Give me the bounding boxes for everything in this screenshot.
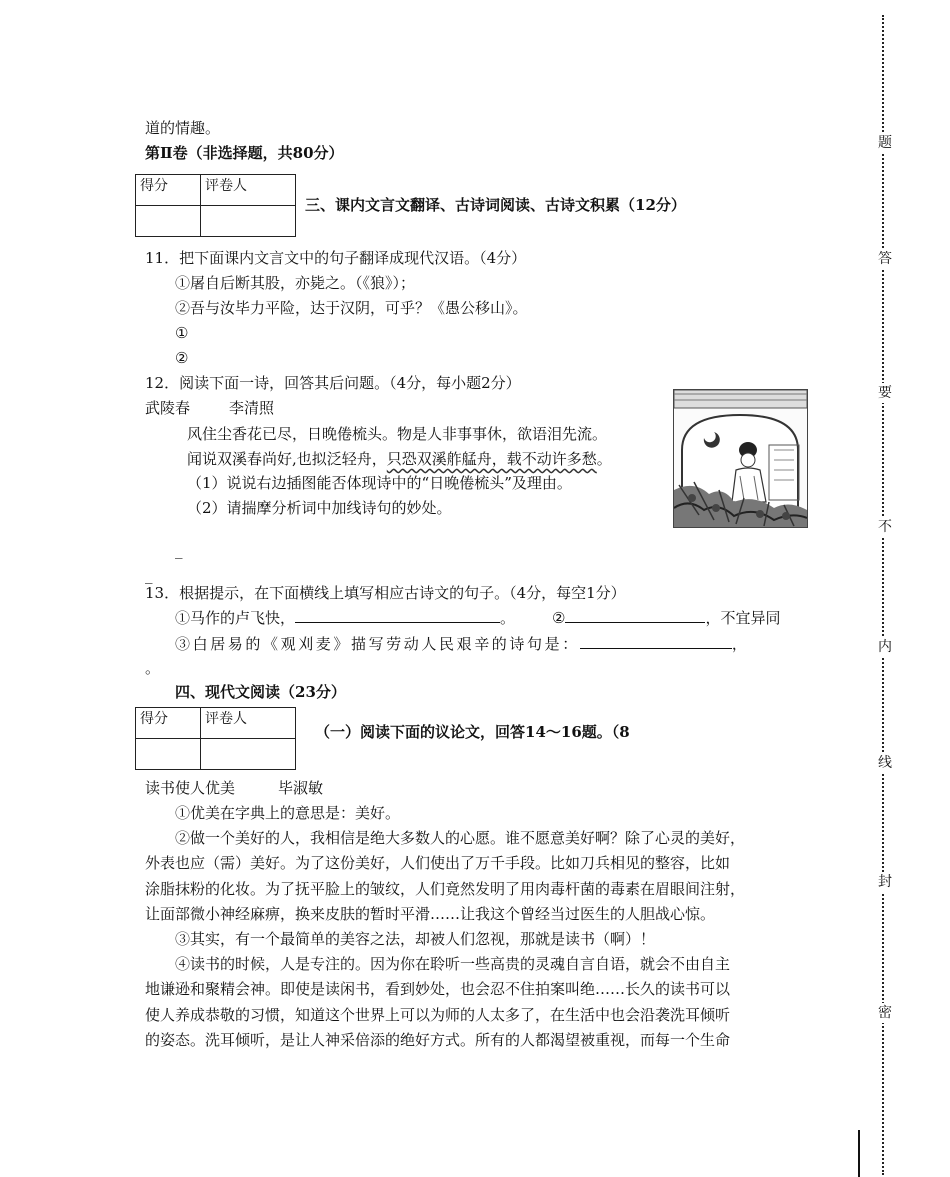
poem-author: 李清照 xyxy=(229,399,275,417)
q12-sub1: （1）说说右边插图能否体现诗中的“日晚倦梳头”及理由。 xyxy=(187,474,572,492)
section4-subtitle: （一）阅读下面的议论文，回答14～16题。（8 xyxy=(315,723,630,741)
q11-item1: ①屠自后断其股，亦毙之。（《狼》）； xyxy=(175,274,416,292)
q12-stem: 12．阅读下面一诗，回答其后问题。（4分，每小题2分） xyxy=(145,374,521,392)
answer-mark1[interactable]: _ xyxy=(175,541,183,559)
article-line: ②做一个美好的人，我相信是绝大多数人的心愿。谁不愿意美好啊？除了心灵的美好， xyxy=(175,829,746,847)
article-line: ④读书的时候，人是专注的。因为你在聆听一些高贵的灵魂自言自语，就会不由自主 xyxy=(175,955,731,973)
article-line: 让面部微小神经麻痹，换来皮肤的暂时平滑……让我这个曾经当过医生的人胆战心惊。 xyxy=(145,905,716,923)
q13-item1-end: 。 xyxy=(500,609,516,627)
score-cell-2[interactable] xyxy=(136,739,201,770)
underlined-verse: 只恐双溪舴艋舟，载不动许多愁 xyxy=(386,450,597,468)
section3-title: 三、课内文言文翻译、古诗词阅读、古诗文积累（12分） xyxy=(305,196,686,214)
article-author: 毕淑敏 xyxy=(278,779,324,797)
q11-item2: ②吾与汝毕力平险，达于汉阴，可乎？《愚公移山》。 xyxy=(175,299,528,317)
q13-blank3[interactable] xyxy=(580,634,732,649)
grader-cell[interactable] xyxy=(201,206,296,237)
binding-char: 封 xyxy=(875,872,895,892)
binding-char: 题 xyxy=(875,133,895,153)
binding-char: 要 xyxy=(875,383,895,403)
q11-answer2[interactable]: ② xyxy=(175,349,189,367)
q13-item1 xyxy=(175,608,515,628)
binding-char: 不 xyxy=(875,517,895,537)
article-line: ③其实，有一个最简单的美容之法，却被人们忽视，那就是读书（啊）！ xyxy=(175,930,656,948)
score-label: 得分 xyxy=(136,175,201,206)
q12-sub2: （2）请揣摩分析词中加线诗句的妙处。 xyxy=(187,499,452,517)
q13-blank1[interactable] xyxy=(295,608,500,623)
article-line: 涂脂抹粉的化妆。为了抚平脸上的皱纹，人们竟然发明了用肉毒杆菌的毒素在眉眼间注射， xyxy=(145,880,746,898)
poem-line2-end: 。 xyxy=(596,450,612,468)
poem-illustration xyxy=(673,389,808,528)
poem-line1: 风住尘香花已尽，日晚倦梳头。物是人非事事休，欲语泪先流。 xyxy=(187,425,608,443)
q13-period: 。 xyxy=(145,659,161,677)
article-line: 地谦逊和聚精会神。即使是读闲书，看到妙处，也会忍不住拍案叫绝……长久的读书可以 xyxy=(145,980,731,998)
carryover-text: 道的情趣。 xyxy=(145,119,221,137)
answer-mark2[interactable]: _ xyxy=(145,566,153,584)
article-title: 读书使人优美 xyxy=(145,779,236,797)
article-line: 的姿态。洗耳倾听，是让人神采倍添的绝好方式。所有的人都渴望被重视，而每一个生命 xyxy=(145,1031,731,1049)
q13-item3-text: ③白居易的《观刈麦》描写劳动人民艰辛的诗句是： xyxy=(175,635,580,653)
section4-title: 四、现代文阅读（23分） xyxy=(175,683,346,701)
poem-line2 xyxy=(187,449,612,469)
article-line: 外表也应（需）美好。为了这份美好，人们使出了万千手段。比如刀兵相见的整容，比如 xyxy=(145,854,731,872)
q11-stem: 11．把下面课内文言文中的句子翻译成现代汉语。（4分） xyxy=(145,249,527,267)
poem-title: 武陵春 xyxy=(145,399,191,417)
q13-item2-text: ② xyxy=(552,609,566,627)
score-label-2: 得分 xyxy=(136,708,201,739)
binding-char: 内 xyxy=(875,637,895,657)
margin-rule xyxy=(858,1130,860,1177)
score-table-2 xyxy=(135,707,296,770)
q13-stem: 13．根据提示，在下面横线上填写相应古诗文的句子。（4分，每空1分） xyxy=(145,584,626,602)
score-table xyxy=(135,174,296,237)
woman-window-illustration xyxy=(674,390,807,527)
q13-item3-end: ， xyxy=(731,635,750,653)
article-line: ①优美在字典上的意思是：美好。 xyxy=(175,804,401,822)
grader-label: 评卷人 xyxy=(201,175,296,206)
grader-cell-2[interactable] xyxy=(201,739,296,770)
q13-item2-end: ，不宜异同 xyxy=(705,609,781,627)
q11-answer1[interactable]: ① xyxy=(175,324,189,342)
grader-label-2: 评卷人 xyxy=(201,708,296,739)
score-cell[interactable] xyxy=(136,206,201,237)
q13-item2 xyxy=(552,608,780,628)
volume2-heading: 第Ⅱ卷（非选择题，共80分） xyxy=(145,144,344,162)
binding-dotted-line xyxy=(882,15,884,1175)
q13-blank2[interactable] xyxy=(565,608,705,623)
binding-char: 答 xyxy=(875,249,895,269)
article-line: 使人养成恭敬的习惯，知道这个世界上可以为师的人太多了，在生活中也会沿袭洗耳倾听 xyxy=(145,1006,731,1024)
q13-item1-text: ①马作的卢飞快， xyxy=(175,609,296,627)
binding-char: 线 xyxy=(875,753,895,773)
poem-line2-part1: 闻说双溪春尚好,也拟泛轻舟， xyxy=(187,450,387,468)
q13-item3 xyxy=(175,634,749,654)
binding-char: 密 xyxy=(875,1003,895,1023)
